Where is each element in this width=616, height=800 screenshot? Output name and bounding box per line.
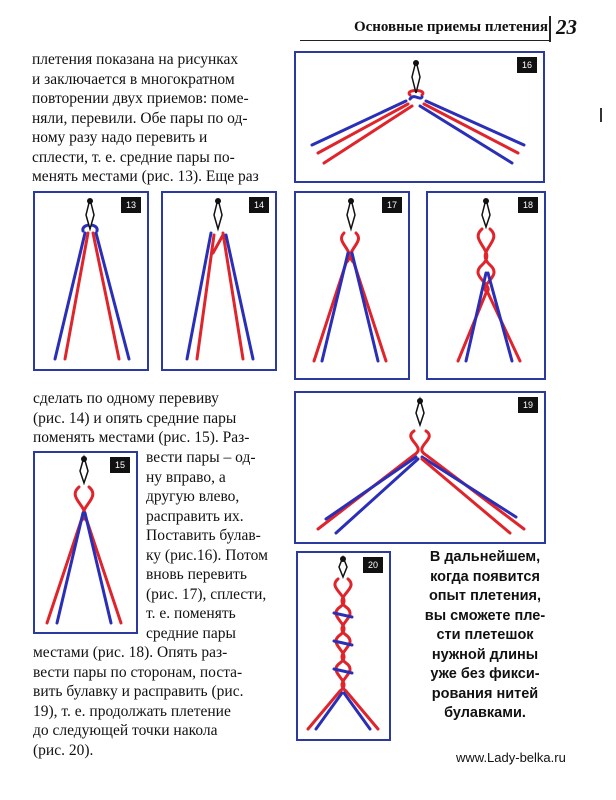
- text-line: опыт плетения,: [428, 588, 542, 604]
- figure-number-badge: 16: [517, 57, 537, 73]
- text-line: повторении двух приемов: поме-: [32, 90, 249, 107]
- text-line: плетения показана на рисунках: [32, 51, 239, 68]
- text-line: ному разу надо перевить и: [32, 129, 208, 146]
- figure-19-illustration: [296, 393, 544, 542]
- text-line: вы сможете пле-: [424, 607, 546, 624]
- paragraph-side: [146, 448, 296, 643]
- figure-number-badge: 20: [363, 557, 383, 573]
- text-line: вести пары по сторонам, поста-: [33, 663, 243, 681]
- figure-number-badge: 13: [121, 197, 141, 213]
- text-line: когда появится: [430, 568, 540, 585]
- figure-15-illustration: [35, 453, 136, 632]
- figure-18: [426, 191, 546, 380]
- page-edge-mark: [600, 108, 602, 122]
- figure-number-badge: 17: [382, 197, 402, 213]
- text-line: (рис. 20).: [33, 741, 94, 759]
- figure-number-badge: 19: [518, 397, 538, 413]
- figure-15: [33, 451, 138, 634]
- text-line: вести пары – од-: [146, 449, 256, 466]
- figure-13: [33, 191, 149, 371]
- text-line: до следующей точки накола: [33, 722, 218, 739]
- paragraph-bottom: [33, 643, 288, 760]
- figure-19: [294, 391, 546, 544]
- figure-13-illustration: [35, 193, 147, 369]
- text-line: уже без фикси-: [430, 666, 540, 682]
- text-line: средние пары: [146, 624, 236, 642]
- text-line: (рис. 17), сплести,: [146, 585, 267, 603]
- text-line: сплести, т. е. средние пары по-: [32, 148, 235, 166]
- text-line: няли, перевили. Обе пары по од-: [32, 109, 248, 127]
- text-line: расправить их.: [146, 507, 244, 525]
- paragraph-middle: [33, 389, 288, 448]
- figure-14-illustration: [163, 193, 275, 369]
- figure-17: [294, 191, 410, 380]
- figure-17-illustration: [296, 193, 408, 378]
- text-line: вить булавку и расправить (рис.: [33, 683, 244, 700]
- figure-20-illustration: [298, 553, 389, 739]
- header-rule: [300, 40, 550, 41]
- text-line: ку (рис.16). Потом: [146, 546, 268, 564]
- text-line: 19), т. е. продолжать плетение: [33, 702, 231, 720]
- page-number: 23: [556, 15, 577, 39]
- footer-url: www.Lady-belka.ru: [456, 750, 566, 765]
- text-line: булавками.: [444, 705, 526, 721]
- text-line: и заключается в многократном: [32, 70, 235, 88]
- text-line: В дальнейшем,: [429, 549, 541, 565]
- text-line: поменять местами (рис. 15). Раз-: [33, 429, 250, 446]
- text-line: Поставить булав-: [146, 527, 261, 544]
- figure-16: [294, 51, 545, 183]
- text-line: местами (рис. 18). Опять раз-: [33, 644, 228, 661]
- paragraph-top: [32, 50, 287, 187]
- text-line: другую влево,: [146, 488, 240, 505]
- figure-16-illustration: [296, 53, 543, 181]
- text-line: сделать по одному перевиву: [33, 390, 219, 407]
- figure-number-badge: 18: [518, 197, 538, 213]
- figure-18-illustration: [428, 193, 544, 378]
- text-line: вновь перевить: [146, 566, 247, 583]
- text-line: т. е. поменять: [146, 605, 236, 622]
- text-line: нужной длины: [431, 646, 539, 663]
- text-line: менять местами (рис. 13). Еще раз: [32, 168, 259, 185]
- running-header: Основные приемы плетения: [353, 19, 548, 35]
- note-bold: [400, 548, 570, 724]
- text-line: сти плетешок: [436, 627, 534, 643]
- figure-14: [161, 191, 277, 371]
- figure-20: [296, 551, 391, 741]
- header-separator: [549, 16, 551, 42]
- figure-number-badge: 14: [249, 197, 269, 213]
- text-line: ну вправо, а: [146, 468, 226, 486]
- figure-number-badge: 15: [110, 457, 130, 473]
- text-line: рования нитей: [431, 685, 539, 702]
- text-line: (рис. 14) и опять средние пары: [33, 409, 237, 427]
